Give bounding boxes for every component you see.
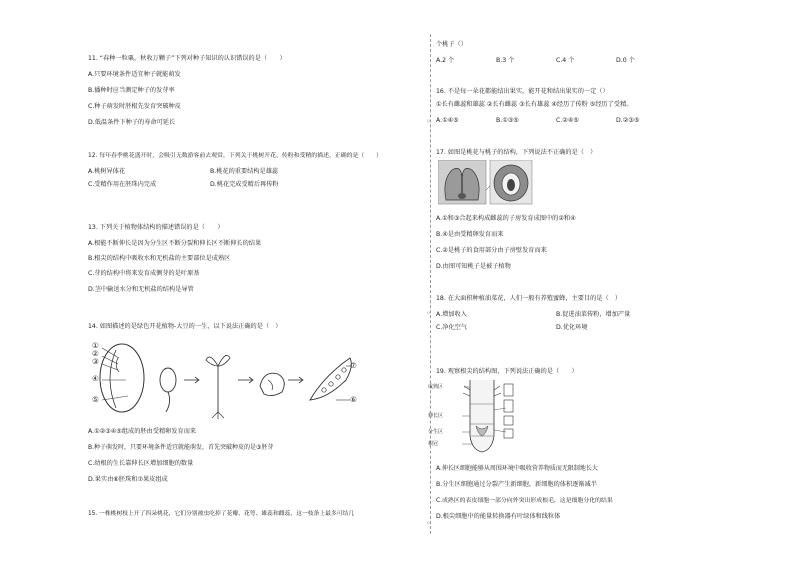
question-14-option-c[interactable]: C.幼根的生长靠伸长区增加细胞的数量 [88, 460, 194, 467]
question-19-option-b[interactable]: B.分生区细胞通过分裂产生新细胞，新细胞的体积逐渐减半 [436, 481, 597, 488]
question-13-stem: 13. 下列关于植物体结构的描述错误的是（ ） [88, 224, 224, 231]
question-18-option-d[interactable]: D.优化环境 [556, 324, 588, 331]
figure-label-6: ⑥ [350, 395, 357, 404]
question-19-option-a[interactable]: A.伸长区细胞能够从周围环境中吸收营养物质而无限制地长大 [436, 465, 598, 472]
question-15-option-b[interactable]: B.3 个 [496, 57, 515, 64]
question-18-option-c[interactable]: C.净化空气 [436, 324, 468, 331]
figure-label-7: ⑦ [350, 361, 357, 370]
question-12-stem: 12. 每年春季桃花盛开时，会吸引无数游客前去观赏，下列关于桃树开花、传粉和受精的描述，正确的是（ ） [88, 153, 382, 159]
question-13-option-b[interactable]: B.根尖的结构中吸收水和无机盐的主要部位是成熟区 [88, 255, 231, 262]
root-zone-label-root-cap: 根冠 [428, 441, 439, 447]
question-15-option-d[interactable]: D.0 个 [616, 57, 635, 64]
question-16-option-a[interactable]: A.①④⑤ [436, 117, 459, 124]
question-16-items: ①长有雌蕊和雄蕊 ②长有雌蕊 ③长有雄蕊 ④经历了传粉 ⑤经历了受精。 [436, 101, 633, 108]
question-15-stem: 15. 一株桃树枝上开了四朵桃花，它们分别被虫吃掉了花瓣、花萼、雄蕊和雌蕊，这一枝条上最多可结几 [88, 511, 355, 517]
question-14-stem: 14. 如图描述的是绿色开花植物-大豆的一生，以下说法正确的是（ ） [88, 323, 282, 330]
question-16-option-c[interactable]: C.②④⑤ [556, 117, 579, 124]
question-18-stem: 18. 在大面积种植油菜花，人们一般有养殖蜜蜂，主要目的是（ ） [436, 295, 622, 302]
question-11-option-a[interactable]: A.只要环境条件适宜种子就能萌发 [88, 71, 181, 78]
column-divider [430, 34, 431, 534]
question-11-option-b[interactable]: B.播种时应当测定种子的发芽率 [88, 87, 175, 94]
question-11-option-d[interactable]: D.低温条件下种子的寿命可延长 [88, 119, 176, 126]
root-tip-figure [428, 380, 532, 454]
root-zone-label-elongation: 伸长区 [428, 413, 444, 419]
question-17-option-c[interactable]: C.②是桃子的食用部分由子房壁发育而来 [436, 247, 547, 254]
question-12-option-d[interactable]: D.桃花完成受精后再传粉 [210, 181, 279, 188]
question-12-option-b[interactable]: B.桃花的重要结构是雄蕊 [210, 168, 279, 175]
question-17-stem: 17. 如图是桃花与桃子的结构，下列说法不正确的是（ ） [436, 149, 597, 156]
soybean-life-cycle-figure [88, 336, 358, 420]
figure-label-3: ③ [92, 357, 99, 366]
root-zone-label-maturation: 成熟区 [428, 384, 444, 390]
question-12-option-c[interactable]: C.受精作用在胚珠内完成 [88, 181, 157, 188]
peach-flower-and-fruit-figure [438, 160, 533, 206]
question-19-option-d[interactable]: D.根尖细胞中的能量转换器有叶绿体和线粒体 [436, 513, 561, 520]
question-15-continuation: 个桃子（） [436, 41, 467, 48]
question-14-option-a[interactable]: A.①②③④⑤组成的胚由受精卵发育而来 [88, 428, 197, 435]
question-13-option-d[interactable]: D.茎中输送水分和无机盐的结构是导管 [88, 286, 194, 293]
question-19-option-c[interactable]: C.成熟区的表皮细胞一部分向外突出形成根毛，这是细胞分化的结果 [436, 498, 613, 504]
question-11-stem: 11. “春种一粒粟，秋收万颗子”下列对种子知识的认识错误的是（ ） [88, 55, 286, 62]
figure-label-4: ④ [92, 374, 99, 383]
question-19-stem: 19. 观察根尖的结构图，下列说法正确的是（ ） [436, 368, 578, 375]
binding-mark: ◦ [426, 117, 431, 126]
figure-label-1: ① [92, 341, 99, 350]
figure-label-2: ② [92, 349, 99, 358]
question-15-option-a[interactable]: A.2 个 [436, 57, 455, 64]
question-14-option-b[interactable]: B.种子萌发时，只要环境条件适宜就能萌发，首先突破种皮的是③胚芽 [88, 444, 274, 451]
question-13-option-a[interactable]: A.根能不断伸长是因为分生区不断分裂和伸长区不断伸长的结果 [88, 240, 262, 247]
question-18-option-b[interactable]: B.促进油菜传粉，增加产量 [556, 311, 631, 318]
question-13-option-c[interactable]: C.芽的结构中将来发育成侧芽的是叶原基 [88, 270, 200, 277]
question-16-option-d[interactable]: D.②③⑤ [616, 117, 640, 124]
binding-mark: ◦ [426, 519, 431, 528]
root-zone-label-meristem: 分生区 [428, 429, 444, 435]
question-11-option-c[interactable]: C.种子萌发时胚根先发育突破种皮 [88, 103, 181, 110]
question-17-option-b[interactable]: B.④是由受精卵发育而来 [436, 231, 504, 238]
question-15-option-c[interactable]: C.4 个 [556, 57, 575, 64]
question-16-stem: 16. 不是每一朵花都能结出果实，能开花和结出果实的一定（） [436, 88, 609, 95]
question-17-option-d[interactable]: D.由图可知桃子是被子植物 [436, 263, 511, 270]
question-14-option-d[interactable]: D.果实由⑥胚珠和⑦果皮组成 [88, 476, 168, 483]
question-16-option-b[interactable]: B.①③⑤ [496, 117, 519, 124]
question-18-option-a[interactable]: A.增加收入 [436, 311, 467, 318]
binding-mark: ◦ [426, 309, 431, 318]
figure-label-5: ⑤ [92, 395, 99, 404]
question-17-option-a[interactable]: A.①和③合起来构成雌蕊的子房发育成图中的②和④ [436, 215, 576, 222]
question-12-option-a[interactable]: A.桃树异体花 [88, 168, 126, 175]
